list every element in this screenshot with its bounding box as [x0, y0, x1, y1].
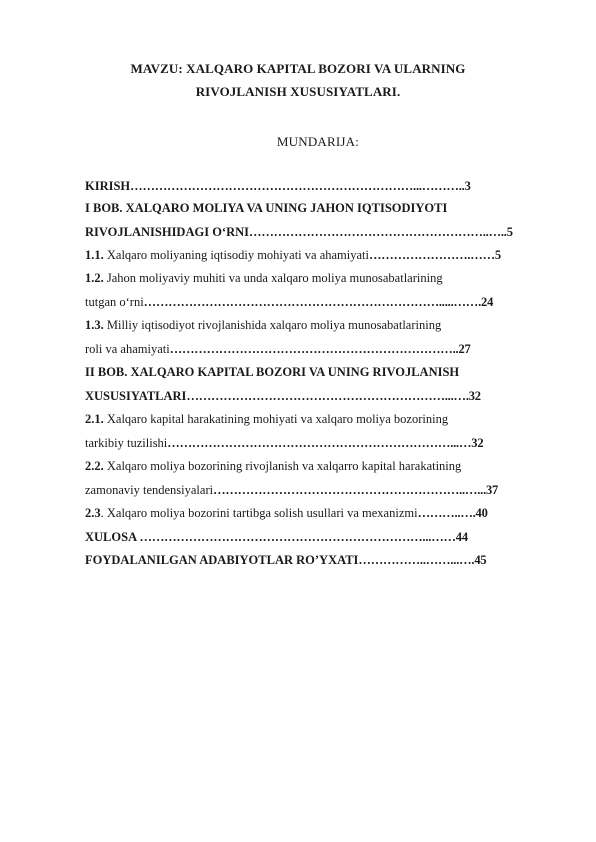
toc-entry — [85, 552, 486, 568]
toc-entry-title: XULOSA — [85, 530, 140, 544]
document-title-line-1: MAVZU: XALQARO KAPITAL BOZORI VA ULARNING — [130, 61, 466, 76]
toc-entry-title: KIRISH — [85, 179, 131, 193]
toc-entry-number: 1.2. — [85, 271, 104, 285]
toc-entry-number: 1.1. — [85, 248, 104, 262]
toc-entry-title: XUSUSIYATLARI — [85, 389, 187, 403]
toc-entry-page-leader: ………..….40 — [417, 506, 488, 520]
toc-entry — [85, 364, 459, 380]
toc-entry-page-leader: ………………………………………………………...….32 — [186, 389, 481, 403]
toc-entry-page-leader: …………………….……5 — [368, 248, 501, 262]
toc-entry-page-leader: ……………………………………………………………….....…….24 — [143, 295, 494, 309]
toc-heading: MUNDARIJA: — [276, 134, 360, 149]
toc-entry-title: roli va ahamiyati — [85, 342, 170, 356]
toc-entry-page-leader: ……………………………………………………………...……44 — [139, 530, 468, 544]
toc-entry — [85, 435, 483, 451]
toc-entry-title: . Xalqaro moliya bozorini tartibga solish usullari va mexanizmi — [100, 506, 418, 520]
toc-entry-page-leader: ……………………………………………………………..27 — [169, 342, 471, 356]
toc-entry-title: Xalqaro moliya bozorining rivojlanish va xalqarro kapital harakatining — [103, 459, 462, 473]
toc-entry-number: 1.3. — [85, 318, 104, 332]
toc-entry — [85, 224, 513, 240]
toc-entry-page-leader: ……………..……...….45 — [358, 553, 487, 567]
toc-entry — [85, 270, 443, 286]
toc-entry-title: Xalqaro kapital harakatining mohiyati va xalqaro moliya bozorining — [103, 412, 449, 426]
toc-entry — [85, 178, 471, 194]
toc-entry — [85, 317, 441, 333]
toc-entry — [85, 247, 501, 263]
toc-entry-page-leader: ……………………………………………………………...…32 — [167, 436, 484, 450]
toc-entry-title: RIVOJLANISHIDAGI O‘RNI — [85, 225, 250, 239]
toc-entry-title: Xalqaro moliyaning iqtisodiy mohiyati va ahamiyati — [103, 248, 369, 262]
toc-entry-title: Milliy iqtisodiyot rivojlanishida xalqaro moliya munosabatlarining — [103, 318, 442, 332]
toc-entry — [85, 294, 493, 310]
document-title-line-2: RIVOJLANISH XUSUSIYATLARI. — [195, 84, 401, 99]
toc-entry-number: 2.3 — [85, 506, 101, 520]
toc-entry — [85, 411, 448, 427]
toc-entry — [85, 341, 471, 357]
toc-entry-title: I BOB. XALQARO MOLIYA VA UNING JAHON IQTISODIYOTI — [85, 201, 448, 215]
toc-entry-title: zamonaviy tendensiyalari — [85, 483, 214, 497]
toc-entry-page-leader: …………………………………………………..…..5 — [249, 225, 513, 239]
toc-entry-title: Jahon moliyaviy muhiti va unda xalqaro moliya munosabatlarining — [103, 271, 443, 285]
toc-entry — [85, 200, 447, 216]
toc-entry-page-leader: ……………………………………………………..…...37 — [213, 483, 499, 497]
toc-entry-title: FOYDALANILGAN ADABIYOTLAR RO’YXATI — [85, 553, 359, 567]
toc-entry-page-leader: ……………………………………………………………...………..3 — [130, 179, 471, 193]
toc-entry-title: tutgan o‘rni — [85, 295, 144, 309]
toc-entry — [85, 458, 461, 474]
toc-entry — [85, 388, 481, 404]
toc-entry — [85, 505, 488, 521]
toc-entry-number: 2.2. — [85, 459, 104, 473]
toc-entry-title: tarkibiy tuzilishi — [85, 436, 168, 450]
toc-entry-title: II BOB. XALQARO KAPITAL BOZORI VA UNING RIVOJLANISH — [85, 365, 460, 379]
toc-entry — [85, 482, 498, 498]
toc-entry-number: 2.1. — [85, 412, 104, 426]
toc-entry — [85, 529, 468, 545]
